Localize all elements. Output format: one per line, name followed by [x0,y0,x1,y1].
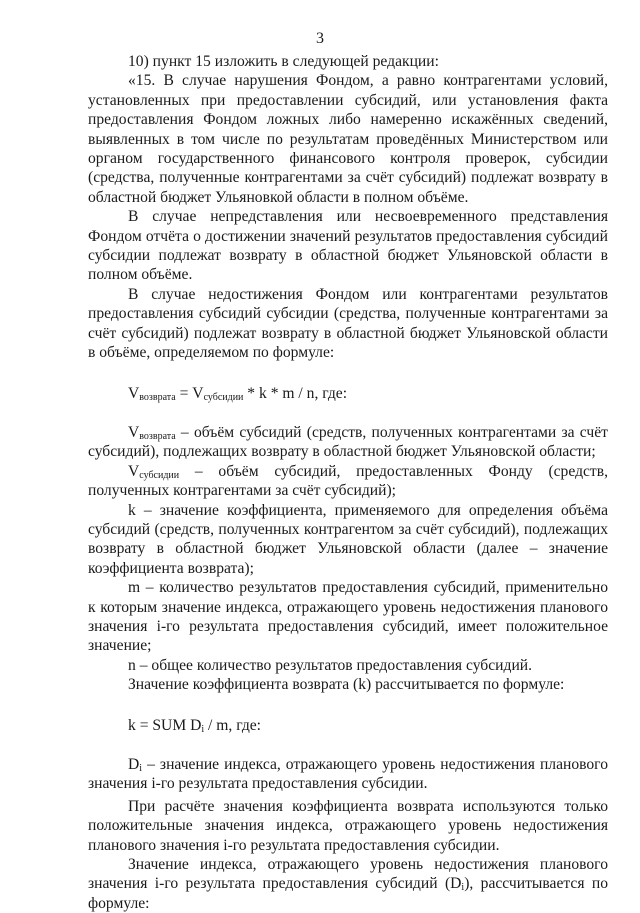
paragraph-item-10: 10) пункт 15 изложить в следующей редакции: [128,53,439,70]
index-intro-sub: i [461,882,465,894]
formula-v: V [128,384,140,402]
paragraph-report-failure: В случае непредставления или несвоевременного представления Фондом отчёта о достижении значений результатов предоставления субсидий субсидии подлежат возврату в областной бюджет Ульяновской области в полном объёме. [88,208,608,284]
definition-sub: i [139,763,143,774]
definition-di [88,755,608,794]
formula-k-b: / m, где: [204,716,262,734]
paragraph-k-formula-intro: Значение коэффициента возврата (k) рассчитывается по формуле: [128,676,565,694]
definition-sub: возврата [139,430,176,442]
page-number: 3 [316,30,324,47]
definition-n: n – общее количество результатов предоставления субсидий. [128,656,533,674]
paragraph-clause-15: «15. В случае нарушения Фондом, а равно контрагентами условий, установленных при предоставлении субсидий, или установления факта предоставления Фондом ложных либо намеренно искажённых сведений, выявленных в том числе по результатам проведённых Министерством или органом государственного финансового контроля проверок, субсидии (средства, полученные контрагентами за счёт субсидий) подлежат возврату в областной бюджет Ульяновкой области в полном объёме. [88,72,608,206]
definition-m: m – количество результатов предоставления субсидий, применительно к которым значение индекса, отражающего уровень недостижения планового значения i-го результата предоставления субсидий, имеет положительное значение; [88,579,608,655]
definition-text: – объём субсидий (средств, полученных контрагентами за счёт субсидий), подлежащих возврату в областной бюджет Ульяновской области; [88,423,608,461]
paragraph-non-achievement: В случае недостижения Фондом или контрагентами результатов предоставления субсидий субсидии (средства, полученные контрагентами за счёт субсидий) подлежат возврату в областной бюджет Ульяновской области в объёме, определяемом по формуле: [88,285,608,362]
formula-sub-return: возврата [139,391,176,403]
definition-d: D [128,756,140,773]
formula-rest: * k * m / n, где: [243,384,348,402]
formula-k-sub: i [201,723,205,735]
definition-text: – значение индекса, отражающего уровень недостижения планового значения i-го результата предоставления субсидии. [88,756,608,793]
document-body [88,52,608,913]
definition-v-subsidy [88,462,608,501]
formula-k-a: k = SUM D [128,716,202,734]
definition-sub: субсидии [139,469,180,481]
definition-v: V [128,423,140,441]
formula-sub-subsidy: субсидии [203,391,244,403]
definition-text: – объём субсидий, предоставленных Фонду (средств, полученных контрагентами за счёт субсидий); [88,462,608,500]
formula-k [88,716,608,735]
definition-k: k – значение коэффициента, применяемого для определения объёма субсидий (средств, полученных контрагентом за счёт субсидий), подлежащих возврату в областной бюджет Ульяновской области (далее – значение коэффициента возврата); [88,501,608,577]
formula-return-volume [88,384,608,403]
index-intro-b: ), рассчитывается по формуле: [88,875,609,912]
formula-eq: = V [175,384,204,402]
paragraph-positive-values: При расчёте значения коэффициента возврата используются только положительные значения индекса, отражающего уровень недостижения планового значения i-го результата предоставления субсидии. [88,797,608,854]
index-intro-a: Значение индекса, отражающего уровень недостижения планового значения i-го результата предоставления субсидий (D [88,856,608,893]
definition-v: V [128,462,140,480]
definition-v-return [88,423,608,462]
paragraph-index-intro [88,855,608,913]
